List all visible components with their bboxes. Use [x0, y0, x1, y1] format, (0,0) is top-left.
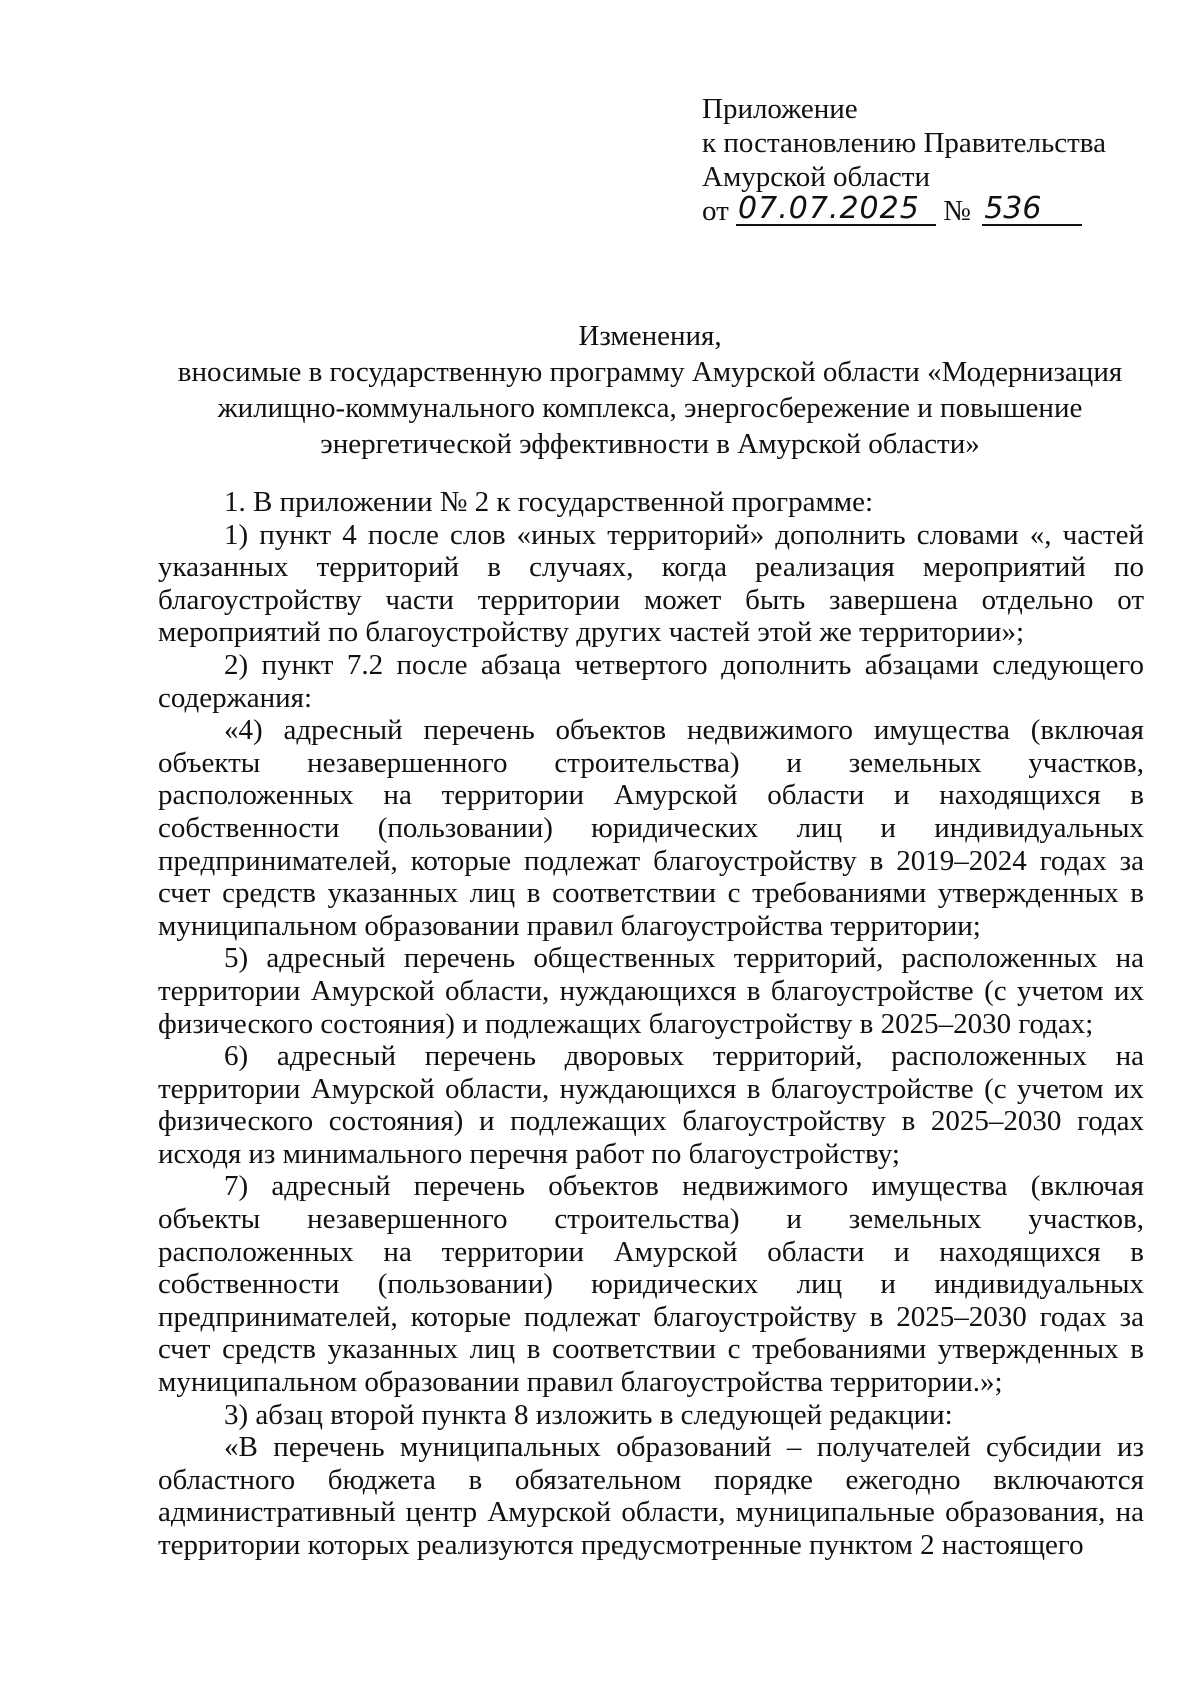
paragraph: «4) адресный перечень объектов недвижимого имущества (включая объекты незавершенного строительства) и земельных участков, расположенных на территории Амурской области и находящихся в собственности (пользовании) юридических лиц и индивидуальных предпринимателей, которые подлежат благоустройству в 2019–2024 годах за счет средств указанных лиц в соответствии с требованиями утвержденных в муниципальном образовании правил благоустройства территории;	[158, 714, 1144, 942]
appendix-region: Амурской области	[702, 161, 930, 193]
paragraph: 1. В приложении № 2 к государственной программе:	[224, 486, 874, 518]
paragraph: 1) пункт 4 после слов «иных территорий» дополнить словами «, частей указанных территорий в случаях, когда реализация мероприятий по благоустройству части территории может быть завершена отдельно от мероприятий по благоустройству других частей этой же территории»;	[158, 518, 1144, 649]
title-line-4: энергетической эффективности в Амурской области»	[320, 428, 980, 460]
paragraph: 6) адресный перечень дворовых территорий, расположенных на территории Амурской области, нуждающихся в благоустройстве (с учетом их физического состояния) и подлежащих благоустройству в 2025–2030 годах исходя из минимального перечня работ по благоустройству;	[158, 1040, 1144, 1170]
number-prefix: №	[943, 195, 971, 227]
appendix-date-line	[702, 191, 1122, 228]
title-line-1: Изменения,	[578, 320, 722, 352]
title-line-3: жилищно-коммунального комплекса, энергосбережение и повышение	[217, 392, 1083, 424]
appendix-title: Приложение	[702, 93, 858, 125]
paragraph: «В перечень муниципальных образований – получателей субсидии из областного бюджета в обязательном порядке ежегодно включаются административный центр Амурской области, муниципальные образования, на территории которых реализуются предусмотренные пунктом 2 настоящего	[158, 1431, 1144, 1561]
paragraph: 3) абзац второй пункта 8 изложить в следующей редакции:	[224, 1398, 953, 1431]
document-body	[158, 486, 1144, 1562]
paragraph: 5) адресный перечень общественных территорий, расположенных на территории Амурской области, нуждающихся в благоустройстве (с учетом их физического состояния) и подлежащих благоустройству в 2025–2030 годах;	[158, 942, 1144, 1040]
title-line-2: вносимые в государственную программу Амурской области «Модернизация	[177, 356, 1123, 388]
paragraph: 2) пункт 7.2 после абзаца четвертого дополнить абзацами следующего содержания:	[158, 648, 1144, 714]
handwritten-number: 536	[982, 194, 1082, 226]
appendix-reference: к постановлению Правительства	[702, 127, 1106, 159]
handwritten-date: 07.07.2025	[736, 194, 936, 226]
date-prefix: от	[702, 195, 729, 227]
appendix-header	[702, 92, 1122, 228]
paragraph: 7) адресный перечень объектов недвижимого имущества (включая объекты незавершенного строительства) и земельных участков, расположенных на территории Амурской области и находящихся в собственности (пользовании) юридических лиц и индивидуальных предпринимателей, которые подлежат благоустройству в 2025–2030 годах за счет средств указанных лиц в соответствии с требованиями утвержденных в муниципальном образовании правил благоустройства территории.»;	[158, 1170, 1144, 1399]
document-title	[150, 318, 1150, 462]
